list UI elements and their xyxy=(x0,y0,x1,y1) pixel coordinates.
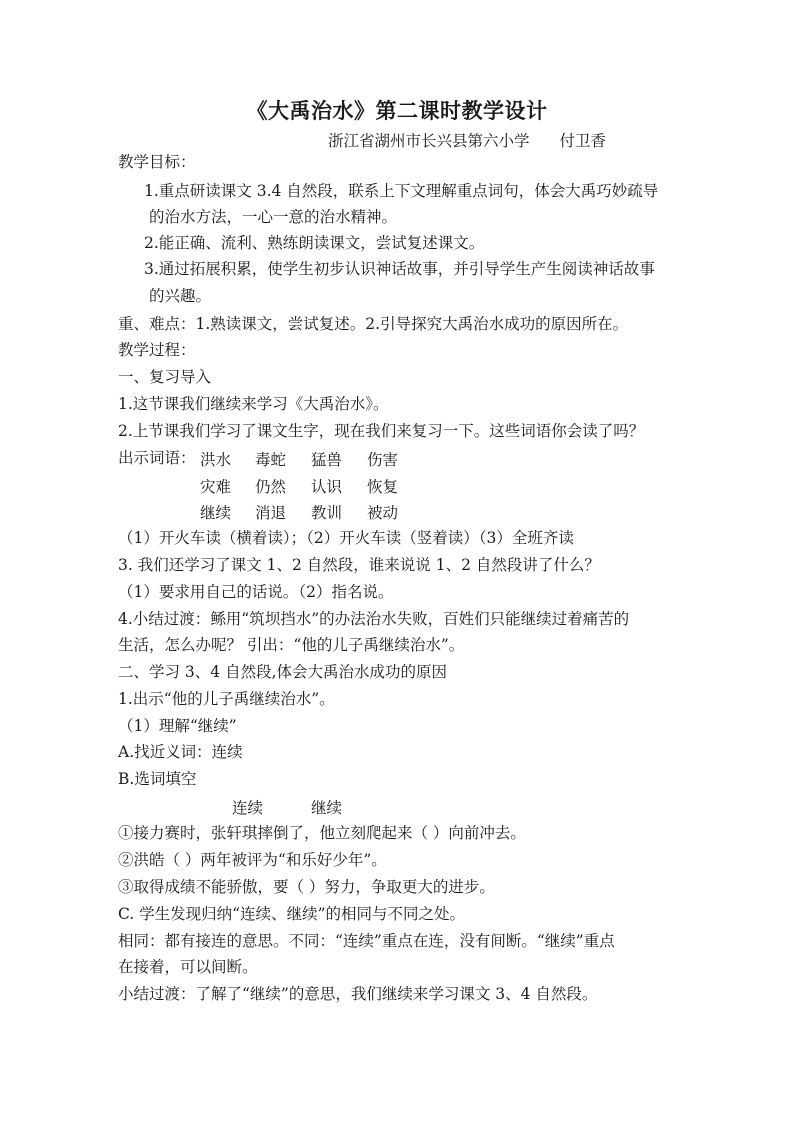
fill-blank-2: ②洪皓（ ）两年被评为“和乐好少年”。 xyxy=(118,851,387,869)
goal-2: 2.能正确、流利、熟练朗读课文，尝试复述课文。 xyxy=(144,234,485,252)
goal-1-line-2: 的治水方法，一心一意的治水精神。 xyxy=(149,208,398,226)
word: 仍然 xyxy=(255,478,287,496)
word: 灾难 xyxy=(200,478,232,496)
author-name: 付卫香 xyxy=(559,132,607,150)
goal-3-line-1: 3.通过拓展积累，使学生初步认识神话故事，并引导学生产生阅读神话故事 xyxy=(144,260,655,278)
section-1-heading: 一、复习导入 xyxy=(118,368,212,386)
fill-blank-3: ③取得成绩不能骄傲，要（ ）努力，争取更大的进步。 xyxy=(118,878,495,896)
word: 恢复 xyxy=(367,478,399,496)
reading-methods: （1）开火车读（横着读）；（2）开火车读（竖着读）（3）全班齐读 xyxy=(118,529,574,547)
section-2-heading: 二、学习 3、4 自然段,体会大禹治水成功的原因 xyxy=(118,663,448,681)
word: 教训 xyxy=(311,504,343,522)
step-2-b: B.选词填空 xyxy=(118,770,197,788)
choice-word: 连续 xyxy=(232,799,264,817)
author-line xyxy=(328,129,606,151)
word: 认识 xyxy=(311,478,343,496)
word: 被动 xyxy=(367,504,399,522)
step-2-1-1: （1）理解“继续” xyxy=(118,717,237,735)
word: 洪水 xyxy=(200,451,232,469)
step-1-3-note: （1）要求用自己的话说。（2）指名说。 xyxy=(118,583,394,601)
step-1-2: 2.上节课我们学习了课文生字，现在我们来复习一下。这些词语你会读了吗？ xyxy=(118,422,645,440)
key-points: 重、难点：1.熟读课文，尝试复述。2.引导探究大禹治水成功的原因所在。 xyxy=(118,315,629,333)
goal-3-line-2: 的兴趣。 xyxy=(149,287,212,305)
process-heading: 教学过程： xyxy=(118,341,196,359)
goals-heading: 教学目标： xyxy=(118,153,196,171)
same-diff-line-1: 相同：都有接连的意思。不同：“连续”重点在连，没有间断。“继续”重点 xyxy=(118,932,615,950)
step-1-4-line-2: 生活，怎么办呢？ 引出：“他的儿子禹继续治水”。 xyxy=(118,636,465,654)
word: 伤害 xyxy=(367,451,399,469)
step-2-c: C. 学生发现归纳“连续、继续”的相同与不同之处。 xyxy=(118,905,466,923)
word: 继续 xyxy=(200,504,232,522)
step-1-4-line-1: 4.小结过渡：鲧用“筑坝挡水”的办法治水失败，百姓们只能继续过着痛苦的 xyxy=(118,610,630,628)
step-1-1: 1.这节课我们继续来学习《大禹治水》。 xyxy=(118,395,389,413)
page-title: 《大禹治水》第二课时教学设计 xyxy=(246,98,548,123)
step-1-3: 3. 我们还学习了课文 1、2 自然段，谁来说说 1、2 自然段讲了什么？ xyxy=(118,556,600,574)
same-diff-line-2: 在接着，可以间断。 xyxy=(118,958,258,976)
word: 毒蛇 xyxy=(255,451,287,469)
fill-blank-1: ①接力赛时，张轩琪摔倒了，他立刻爬起来（ ）向前冲去。 xyxy=(118,824,526,842)
word: 消退 xyxy=(255,504,287,522)
choice-word: 继续 xyxy=(311,799,343,817)
author-school: 浙江省湖州市长兴县第六小学 xyxy=(328,132,530,150)
show-words-label: 出示词语： xyxy=(118,449,196,467)
step-2-1: 1.出示“他的儿子禹继续治水”。 xyxy=(118,690,335,708)
step-2-a: A.找近义词：连续 xyxy=(118,743,243,761)
summary-transition: 小结过渡：了解了“继续”的意思，我们继续来学习课文 3、4 自然段。 xyxy=(118,985,598,1003)
goal-1-line-1: 1.重点研读课文 3.4 自然段，联系上下文理解重点词句，体会大禹巧妙疏导 xyxy=(144,182,659,200)
word: 猛兽 xyxy=(311,451,343,469)
